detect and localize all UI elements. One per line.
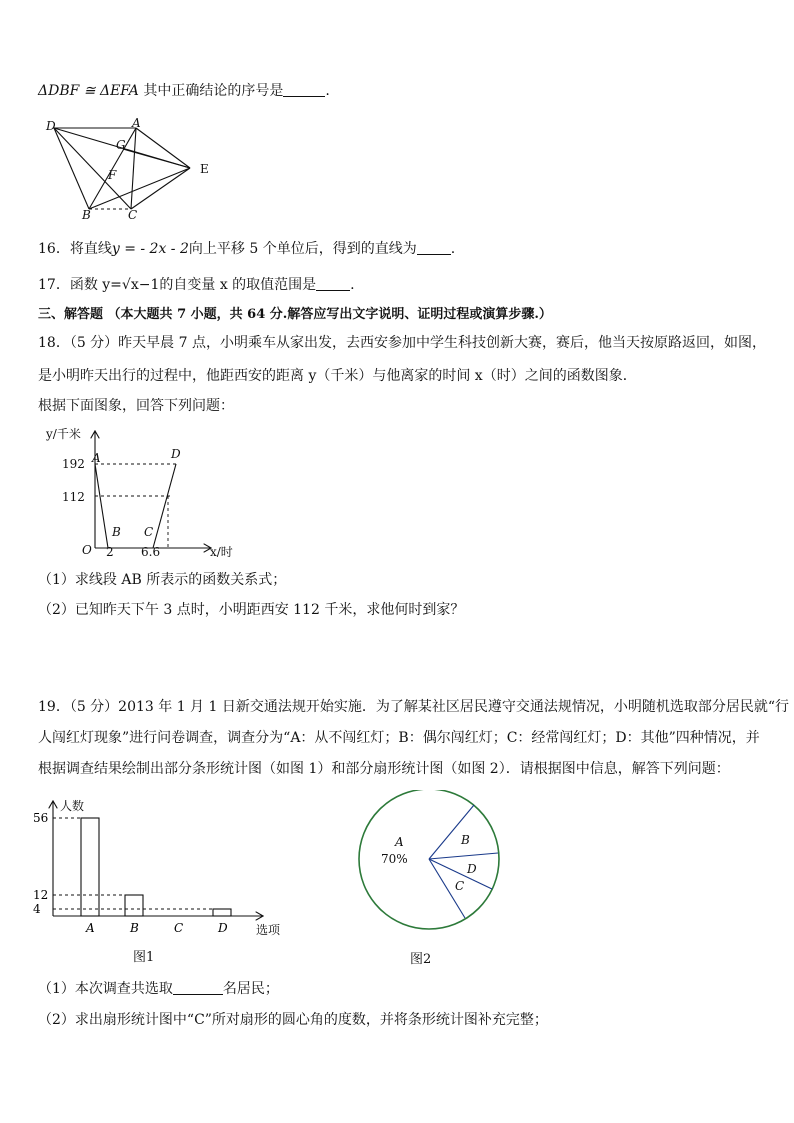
bar-category-c: C: [174, 921, 184, 935]
graph-point-c: C: [144, 525, 154, 539]
q19-sub1-answer-blank[interactable]: [173, 980, 223, 995]
graph-point-d: D: [171, 447, 181, 461]
q18-line-1: 18．（5 分）昨天早晨 7 点，小明乘车从家出发，去西安参加中学生科技创新大赛，赛后，他当天按原路返回，如图，: [38, 335, 766, 351]
bar-x-axis-label: 选项: [256, 923, 281, 937]
point-f-label: F: [108, 168, 117, 182]
bar-y-tick-56: 56: [33, 811, 49, 825]
x-tick-2: 2: [106, 545, 114, 559]
q19-sub1-suffix: 名居民；: [222, 981, 279, 997]
y-tick-112: 112: [62, 490, 85, 504]
section-3-title: 三、解答题: [38, 307, 104, 322]
segment-ab: [95, 464, 108, 548]
y-tick-192: 192: [62, 457, 85, 471]
q16-expression: y = - 2x - 2: [111, 241, 189, 257]
q17-expression: √x−1: [121, 277, 160, 293]
pie-label-b: B: [461, 833, 470, 847]
point-e-label: E: [200, 162, 209, 176]
point-d-label: D: [46, 119, 56, 133]
q18-function-graph: [40, 424, 250, 562]
question-16: [38, 240, 455, 258]
bar-category-d: D: [218, 921, 228, 935]
segment-cd: [153, 464, 176, 548]
origin-label: O: [82, 543, 92, 557]
q19-subquestion-1: [38, 980, 279, 998]
figure-1-caption: 图1: [133, 950, 155, 965]
q18-line-3: 根据下面图象，回答下列问题：: [38, 398, 234, 414]
bar-category-b: B: [130, 921, 139, 935]
pie-label-c: C: [455, 879, 465, 893]
bar-y-tick-12: 12: [33, 888, 49, 902]
q17-number: 17．函数 y=: [38, 277, 122, 293]
q18-subquestion-1: （1）求线段 AB 所表示的函数关系式；: [38, 572, 287, 588]
bar-category-a: A: [86, 921, 95, 935]
congruence-expression: ΔDBF ≅ ΔEFA: [38, 83, 139, 99]
q15-geometry-figure: [40, 118, 220, 223]
q15-conclusion-line: [38, 82, 330, 100]
x-axis-label: x/时: [210, 545, 233, 559]
graph-point-b: B: [112, 525, 121, 539]
point-a-label: A: [132, 118, 141, 130]
pie-radius-b-d: [429, 853, 498, 859]
point-g-label: G: [116, 138, 126, 152]
q16-end: .: [450, 241, 456, 257]
x-tick-6-6: 6.6: [141, 545, 161, 559]
pie-chart-figure-2: [355, 790, 505, 940]
q19-line-1: 19．（5 分）2013 年 1 月 1 日新交通法规开始实施．为了解某社区居民遵守交通法规情况，小明随机选取部分居民就“行: [38, 699, 790, 715]
q15-text: 其中正确结论的序号是: [143, 83, 284, 99]
pie-percent-a: 70%: [381, 852, 408, 866]
bar-d: [213, 909, 231, 916]
q17-text: 的自变量 x 的取值范围是: [159, 277, 317, 293]
pie-label-a: A: [395, 835, 404, 849]
q19-line-3: 根据调查结果绘制出部分条形统计图（如图 1）和部分扇形统计图（如图 2）．请根据图中信息，解答下列问题：: [38, 761, 730, 777]
point-b-label: B: [82, 208, 91, 222]
question-17: [38, 276, 355, 294]
q15-end: .: [325, 83, 330, 99]
bar-b: [125, 895, 143, 916]
q17-end: .: [350, 277, 355, 293]
q16-text: 向上平移 5 个单位后，得到的直线为: [188, 241, 417, 257]
bar-a: [81, 818, 99, 916]
q16-number: 16．将直线: [38, 241, 112, 257]
q16-answer-blank[interactable]: [417, 240, 451, 255]
pie-label-d: D: [467, 862, 477, 876]
q17-answer-blank[interactable]: [316, 276, 350, 291]
bar-chart-figure-1: [30, 796, 300, 944]
point-c-label: C: [128, 208, 138, 222]
q19-line-2: 人闯红灯现象”进行问卷调查，调查分为“A：从不闯红灯；B：偶尔闯红灯；C：经常闯红灯；D：其他”四种情况，并: [38, 730, 760, 746]
pie-radius-a-b: [429, 805, 474, 859]
q18-subquestion-2: （2）已知昨天下午 3 点时，小明距西安 112 千米，求他何时到家？: [38, 602, 465, 618]
q18-line-2: 是小明昨天出行的过程中，他距西安的距离 y（千米）与他离家的时间 x（时）之间的函数图象．: [38, 368, 637, 384]
section-3-heading: [38, 306, 552, 324]
bar-y-axis-label: 人数: [60, 799, 85, 813]
section-3-note: （本大题共 7 小题，共 64 分.解答应写出文字说明、证明过程或演算步骤.）: [107, 307, 552, 322]
q19-sub1-prefix: （1）本次调查共选取: [38, 981, 173, 997]
bar-y-tick-4: 4: [33, 902, 41, 916]
q15-answer-blank[interactable]: [283, 82, 325, 97]
q19-subquestion-2: （2）求出扇形统计图中“C”所对扇形的圆心角的度数，并将条形统计图补充完整；: [38, 1012, 548, 1028]
y-axis-label: y/千米: [46, 427, 81, 441]
figure-2-caption: 图2: [410, 952, 432, 967]
graph-point-a: A: [92, 451, 101, 465]
